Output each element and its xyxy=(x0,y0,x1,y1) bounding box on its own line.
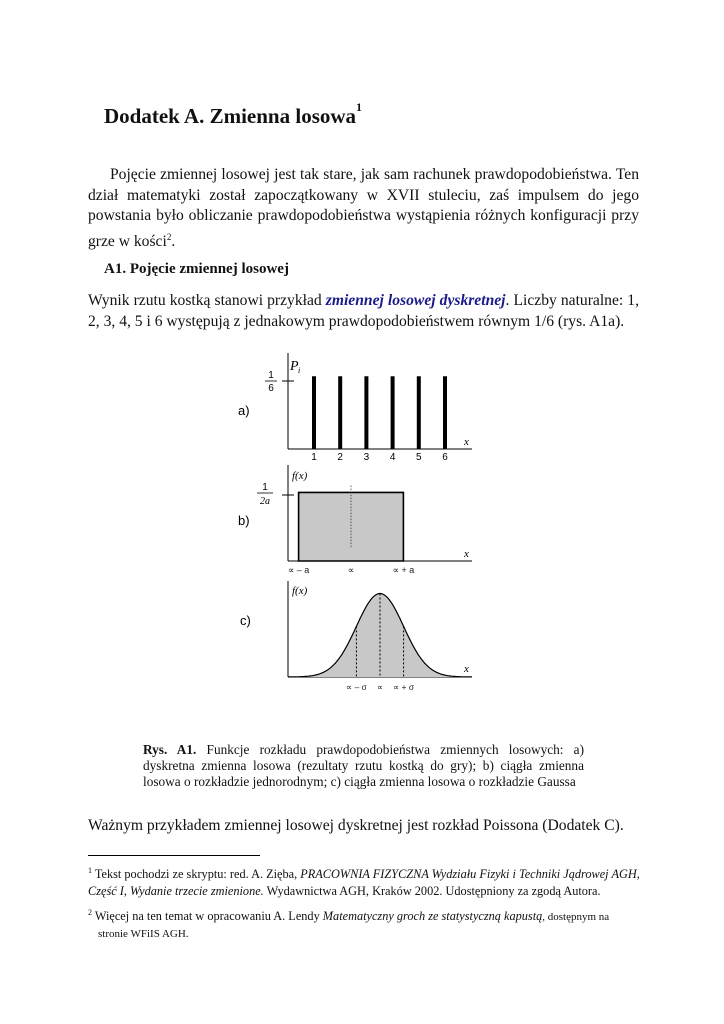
panel-a-label: a) xyxy=(238,403,250,418)
footnote-2 xyxy=(88,904,648,943)
intro-end: . xyxy=(171,232,176,250)
emphasis-term: zmiennej losowej dyskretnej xyxy=(325,292,506,309)
footnote-2-post2: stronie WFiIS AGH. xyxy=(98,928,189,941)
panel-b-xticks xyxy=(288,565,414,575)
section-heading: A1. Pojęcie zmiennej losowej xyxy=(104,261,289,277)
intro-text: Pojęcie zmiennej losowej jest tak stare, jak sam rachunek prawdopodobieństwa. Ten dział matematyki został zapoczątkowany w XVII stuleciu, zaś impulsem do jego powstania było obliczanie prawdopodobieństwa wystąpienia różnych konfiguracji przy grze w kości xyxy=(88,166,639,250)
uniform-area xyxy=(299,492,404,561)
footnote-2-title: Matematyczny groch ze statystyczną kapustą xyxy=(322,909,543,924)
panel-c-label: c) xyxy=(240,613,251,628)
bar-2 xyxy=(338,376,342,449)
bar-4 xyxy=(391,376,395,449)
para-before: Wynik rzutu kostką stanowi przykład xyxy=(88,292,326,309)
panel-b-xlabel: x xyxy=(464,548,469,560)
xtick-3: 3 xyxy=(363,452,370,463)
bar-6 xyxy=(443,376,447,449)
panel-c-area xyxy=(288,594,472,678)
title-text: Dodatek A. Zmienna losowa xyxy=(104,104,357,128)
panel-a-bars xyxy=(312,376,447,449)
footnote-ref-1[interactable]: 1 xyxy=(356,100,363,114)
xtick-6: 6 xyxy=(442,452,448,463)
panel-a-ytick-den: 6 xyxy=(268,383,274,394)
footnote-1-pre: Tekst pochodzi ze skryptu: red. A. Zięba, xyxy=(94,867,301,882)
xtick-4: 4 xyxy=(389,452,396,463)
footnote-2-post: , dostępnym na xyxy=(542,911,610,924)
figure-caption xyxy=(143,742,584,790)
panel-a-ylabel-sub: i xyxy=(298,366,301,375)
panel-c xyxy=(240,581,472,692)
intro-paragraph xyxy=(88,165,639,252)
caption-label: Rys. A1. xyxy=(143,742,197,757)
panel-b-label: b) xyxy=(238,513,250,528)
panel-b-ylabel: f(x) xyxy=(292,470,308,482)
xtick-mean: ∝ xyxy=(347,565,355,575)
xtick-5: 5 xyxy=(416,452,422,463)
xtick-1: 1 xyxy=(311,452,317,463)
footnote-2-number: 2 xyxy=(88,908,92,917)
panel-c-ylabel: f(x) xyxy=(292,585,308,597)
footnote-1-number: 1 xyxy=(88,866,92,875)
panel-a-xlabel: x xyxy=(464,436,469,448)
caption-text: Funkcje rozkładu prawdopodobieństwa zmiennych losowych: a) dyskretna zmienna losowa (rezultaty rzutu kostką do gry); b) ciągła zmienna losowa o rozkładzie jednorodnym; c) ciągła zmienna losowa o rozkładzie Gaussa xyxy=(143,742,585,789)
footnote-1-title: PRACOWNIA FIZYCZNA Wydziału Fizyki i Techniki Jądrowej AGH, Część I, Wydanie trzecie zmienione. xyxy=(88,867,640,899)
bar-1 xyxy=(312,376,316,449)
panel-c-xlabel: x xyxy=(464,663,469,675)
section-paragraph xyxy=(88,291,639,332)
panel-c-xticks xyxy=(346,682,415,692)
page-title xyxy=(104,100,363,129)
xtick-plus-sigma: ∝ + σ xyxy=(393,682,415,692)
xtick-plus-a: ∝ + a xyxy=(392,565,415,575)
footnote-1-post: Wydawnictwa AGH, Kraków 2002. Udostępniony za zgodą Autora. xyxy=(263,884,601,899)
panel-a-ytick-num: 1 xyxy=(268,370,274,381)
closing-paragraph: Ważnym przykładem zmiennej losowej dyskretnej jest rozkład Poissona (Dodatek C). xyxy=(88,817,624,834)
footnote-1 xyxy=(88,862,648,900)
panel-a-xticks xyxy=(311,452,448,463)
panel-a xyxy=(238,353,472,463)
panel-b-area xyxy=(299,486,404,561)
bar-3 xyxy=(364,376,368,449)
panel-b xyxy=(238,465,472,575)
bar-5 xyxy=(417,376,421,449)
para-after: . Liczby naturalne: 1, 2, 3, 4, 5 i 6 występują z jednakowym prawdopodobieństwem równym 1/6 (rys. A1a). xyxy=(88,292,639,330)
xtick-mean: ∝ xyxy=(376,682,384,692)
xtick-minus-sigma: ∝ – σ xyxy=(346,682,367,692)
footnote-separator xyxy=(88,855,260,856)
xtick-2: 2 xyxy=(337,452,343,463)
figure-a1 xyxy=(230,345,490,700)
panel-b-ytick-den: 2a xyxy=(260,496,270,507)
footnote-ref-2[interactable]: 2 xyxy=(166,231,172,242)
xtick-minus-a: ∝ – a xyxy=(287,565,310,575)
panel-a-ylabel: P xyxy=(290,359,299,374)
footnote-2-pre: Więcej na ten temat w opracowaniu A. Lendy xyxy=(94,909,323,924)
panel-b-ytick-num: 1 xyxy=(262,482,268,493)
